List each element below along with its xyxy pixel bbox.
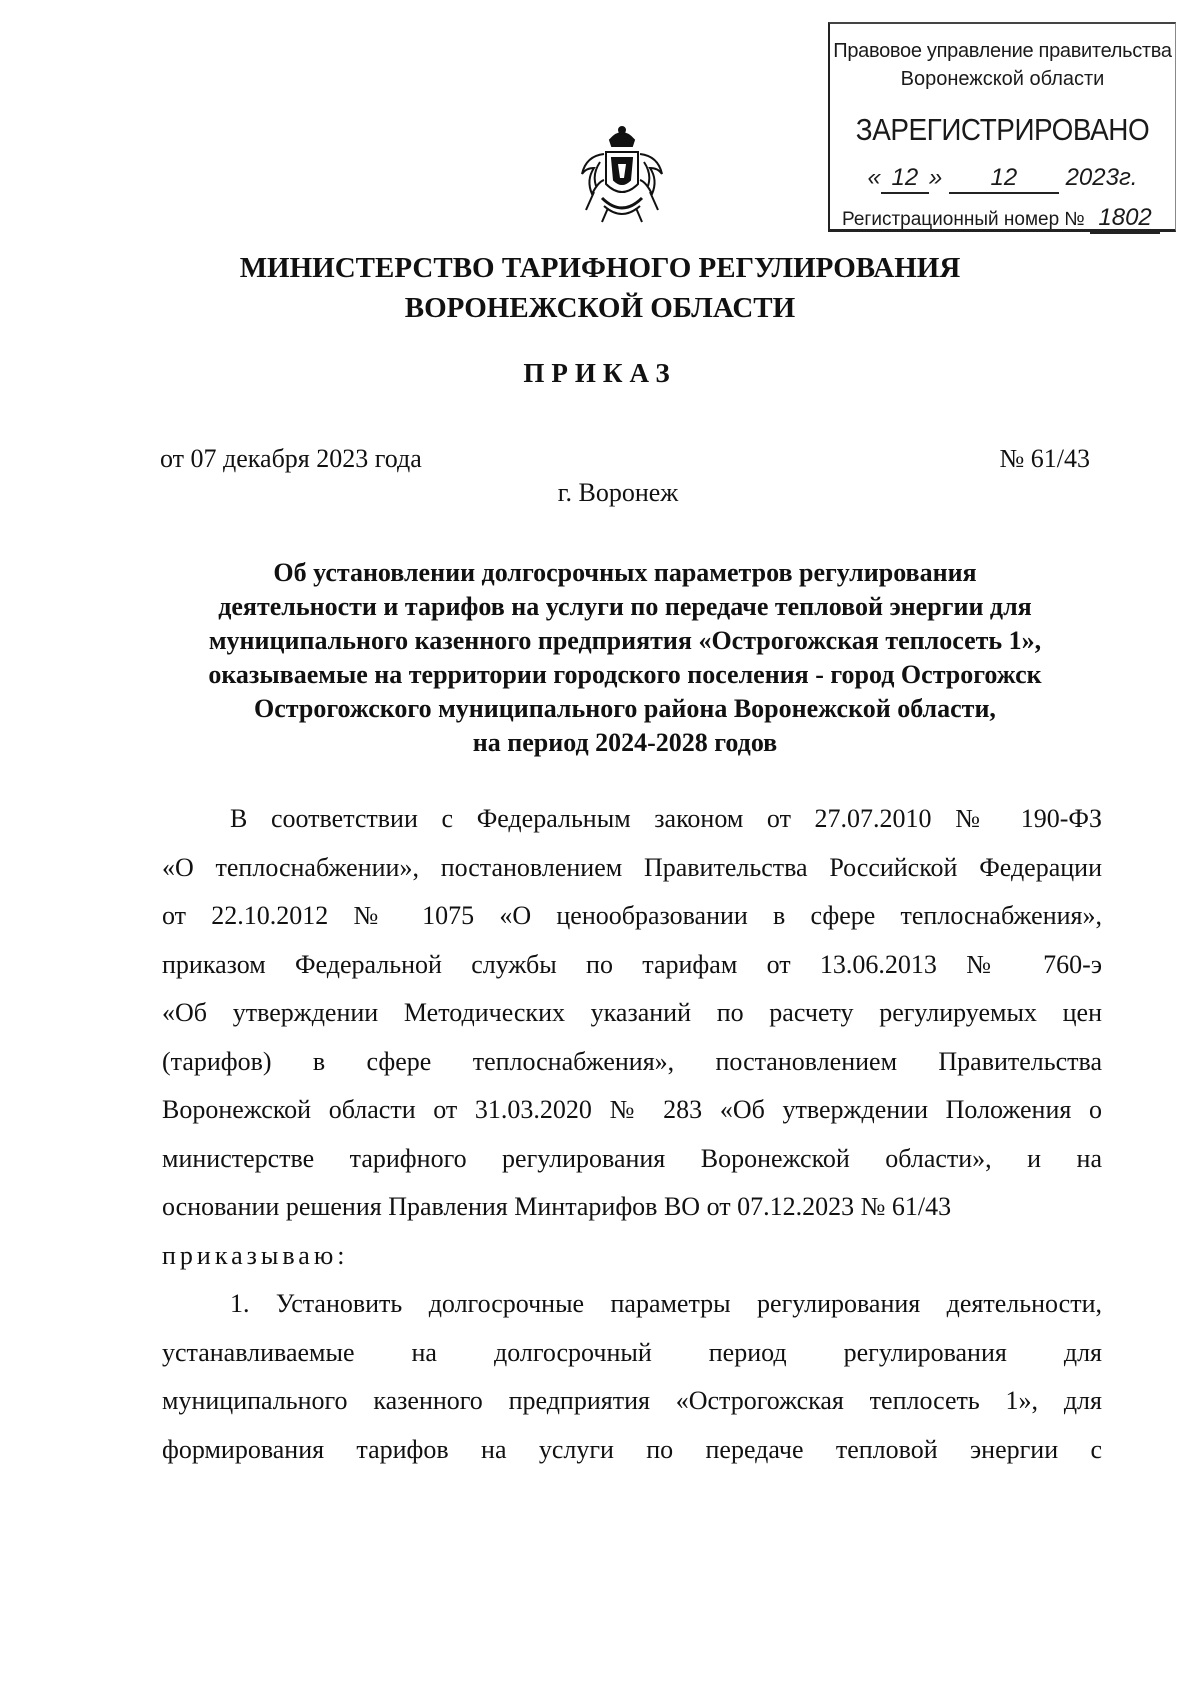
- ministry-title-line2: ВОРОНЕЖСКОЙ ОБЛАСТИ: [404, 292, 796, 324]
- body-line: приказом Федеральной службы по тарифам от 13.06.2013 № 760-э: [162, 949, 1102, 979]
- stamp-reg-number: [830, 204, 1175, 234]
- subject-line: оказываемые на территории городского поселения - город Острогожск: [208, 660, 1042, 689]
- body-line: 1. Установить долгосрочные параметры регулирования деятельности,: [230, 1289, 1102, 1318]
- stamp-date-month: 12: [949, 164, 1059, 194]
- body-line-decree: приказываю:: [162, 1240, 349, 1270]
- order-number: № 61/43: [999, 444, 1090, 473]
- coat-of-arms-icon: [572, 122, 672, 230]
- stamp-year-suffix: г.: [1118, 164, 1138, 191]
- stamp-org-line1: Правовое управление правительства: [833, 40, 1172, 62]
- subject-line: деятельности и тарифов на услуги по передаче тепловой энергии для: [218, 592, 1032, 621]
- body-line: В соответствии с Федеральным законом от 27.07.2010 № 190-ФЗ: [230, 804, 1102, 833]
- ministry-title-line1: МИНИСТЕРСТВО ТАРИФНОГО РЕГУЛИРОВАНИЯ: [239, 252, 961, 284]
- subject-line: Об установлении долгосрочных параметров регулирования: [273, 558, 977, 587]
- stamp-registered: ЗАРЕГИСТРИРОВАНО: [855, 112, 1150, 147]
- body-line: «Об утверждении Методических указаний по расчету регулируемых цен: [162, 998, 1102, 1027]
- stamp-reg-number-value: 1802: [1090, 204, 1160, 234]
- order-subject: [150, 556, 1100, 760]
- registration-stamp: [828, 22, 1176, 232]
- order-city: г. Воронеж: [557, 478, 679, 507]
- stamp-org-line2: Воронежской области: [900, 68, 1105, 90]
- body-line: муниципального казенного предприятия «Острогожская теплосеть 1», для: [162, 1386, 1102, 1415]
- body-line: формирования тарифов на услуги по передаче тепловой энергии с: [162, 1434, 1102, 1464]
- body-line: основании решения Правления Минтарифов ВО от 07.12.2023 № 61/43: [162, 1192, 952, 1221]
- subject-line: на период 2024-2028 годов: [472, 728, 778, 757]
- order-body: [162, 795, 1102, 1474]
- body-line: (тарифов) в сфере теплоснабжения», постановлением Правительства: [162, 1046, 1102, 1076]
- stamp-reg-number-label: Регистрационный номер №: [842, 209, 1085, 230]
- body-line: «О теплоснабжении», постановлением Правительства Российской Федерации: [162, 852, 1102, 882]
- subject-line: муниципального казенного предприятия «Острогожская теплосеть 1»,: [208, 626, 1042, 655]
- document-type: ПРИКАЗ: [523, 358, 677, 388]
- body-line: устанавливаемые на долгосрочный период регулирования для: [162, 1337, 1102, 1367]
- stamp-date-year: 2023: [1065, 164, 1119, 191]
- body-line: министерстве тарифного регулирования Воронежской области», и на: [162, 1143, 1102, 1173]
- stamp-date: « 12 » 12 2023г.: [830, 164, 1175, 194]
- body-line: от 22.10.2012 № 1075 «О ценообразовании в сфере теплоснабжения»,: [162, 901, 1102, 930]
- subject-line: Острогожского муниципального района Воронежской области,: [254, 694, 996, 723]
- body-line: Воронежской области от 31.03.2020 № 283 «Об утверждении Положения о: [162, 1095, 1102, 1124]
- stamp-date-day: 12: [881, 164, 929, 194]
- order-date: от 07 декабря 2023 года: [160, 444, 422, 473]
